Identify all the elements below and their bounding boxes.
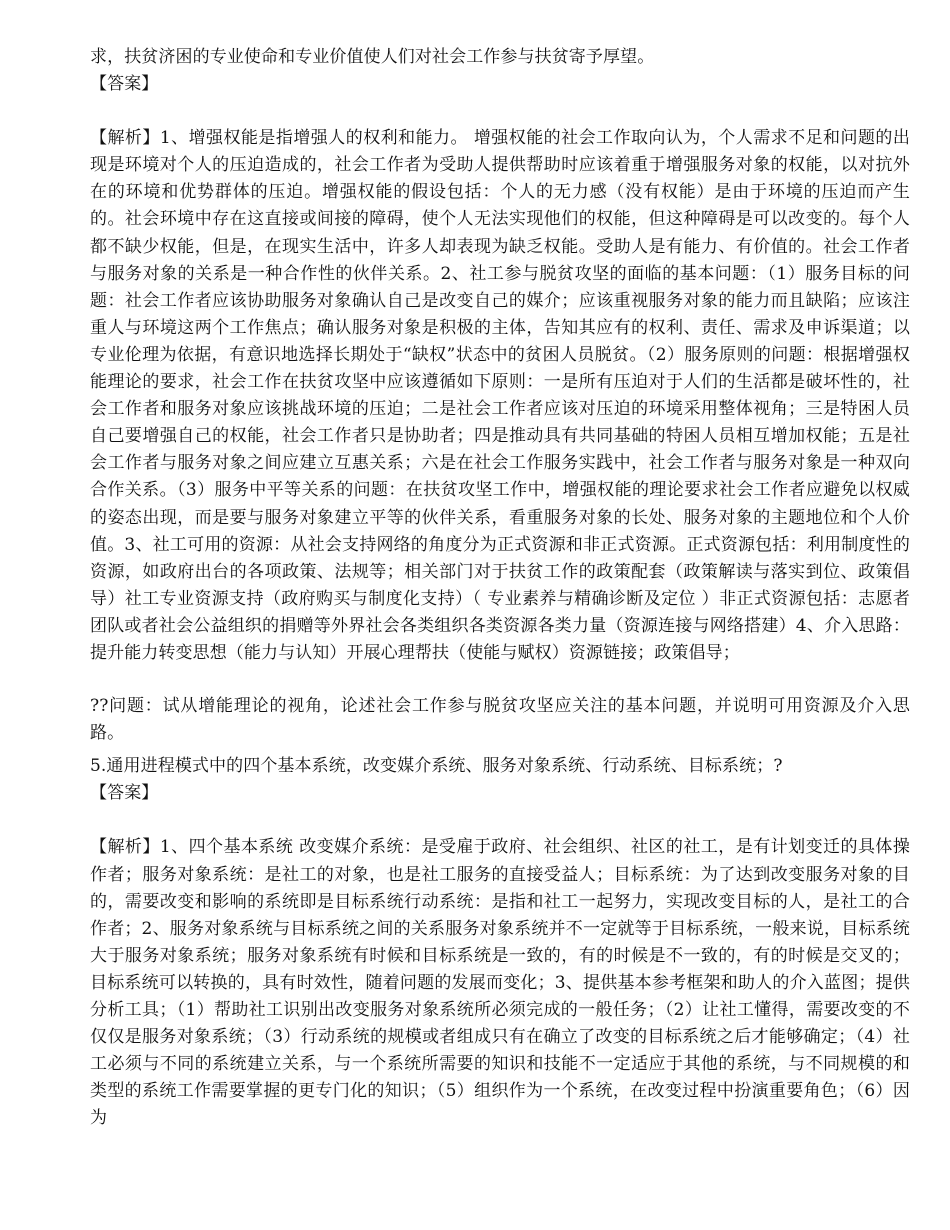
document-page bbox=[90, 44, 910, 1132]
question-heading: 5.通用进程模式中的四个基本系统，改变媒介系统、服务对象系统、行动系统、目标系统；? bbox=[90, 756, 783, 777]
spacer bbox=[90, 98, 910, 125]
lead-paragraph: 求，扶贫济困的专业使命和专业价值使人们对社会工作参与扶贫寄予厚望。 bbox=[90, 47, 655, 67]
answer-label: 【答案】 bbox=[90, 783, 159, 804]
question-paragraph: ??问题：试从增能理论的视角，论述社会工作参与脱贫攻坚应关注的基本问题，并说明可用资源及介入思路。 bbox=[90, 696, 910, 744]
analysis-paragraph: 【解析】1、增强权能是指增强人的权利和能力。 增强权能的社会工作取向认为，个人需求不足和问题的出现是环境对个人的压迫造成的，社会工作者为受助人提供帮助时应该着重于增强服务对象的权能，以对抗外在的环境和优势群体的压迫。增强权能的假设包括：个人的无力感（没有权能）是由于环境的压迫而产生的。社会环境中存在这直接或间接的障碍，使个人无法实现他们的权能，但这种障碍是可以改变的。每个人都不缺少权能，但是，在现实生活中，许多人却表现为缺乏权能。受助人是有能力、有价值的。社会工作者与服务对象的关系是一种合作性的伙伴关系。2、社工参与脱贫攻坚的面临的基本问题：（1）服务目标的问题：社会工作者应该协助服务对象确认自己是改变自己的媒介；应该重视服务对象的能力而且缺陷；应该注重人与环境这两个工作焦点；确认服务对象是积极的主体，告知其应有的权利、责任、需求及申诉渠道；以专业伦理为依据，有意识地选择长期处于“缺权”状态中的贫困人员脱贫。（2）服务原则的问题：根据增强权能理论的要求，社会工作在扶贫攻坚中应该遵循如下原则：一是所有压迫对于人们的生活都是破坏性的，社会工作者和服务对象应该挑战环境的压迫；二是社会工作者应该对压迫的环境采用整体视角；三是特困人员自己要增强自己的权能，社会工作者只是协助者；四是推动具有共同基础的特困人员相互增加权能；五是社会工作者与服务对象之间应建立互惠关系；六是在社会工作服务实践中，社会工作者与服务对象是一种双向合作关系。（3）服务中平等关系的问题：在扶贫攻坚工作中，增强权能的理论要求社会工作者应避免以权威的姿态出现，而是要与服务对象建立平等的伙伴关系，看重服务对象的长处、服务对象的主题地位和个人价值。3、社工可用的资源：从社会支持网络的角度分为正式资源和非正式资源。正式资源包括：利用制度性的资源，如政府出台的各项政策、法规等；相关部门对于扶贫工作的政策配套（政策解读与落实到位、政策倡导）社工专业资源支持（政府购买与制度化支持）（ 专业素养与精确诊断及定位 ）非正式资源包括：志愿者团队或者社会公益组织的捐赠等外界社会各类组织各类资源各类力量（资源连接与网络搭建）4、介入思路：提升能力转变思想（能力与认知）开展心理帮扶（使能与赋权）资源链接；政策倡导； bbox=[90, 128, 910, 663]
answer-label: 【答案】 bbox=[90, 74, 159, 95]
spacer bbox=[90, 807, 910, 834]
analysis-paragraph: 【解析】1、四个基本系统 改变媒介系统：是受雇于政府、社会组织、社区的社工，是有计划变迁的具体操作者；服务对象系统：是社工的对象，也是社工服务的直接受益人；目标系统：为了达到改变服务对象的目的，需要改变和影响的系统即是目标系统行动系统：是指和社工一起努力，实现改变目标的人，是社工的合作者；2、服务对象系统与目标系统之间的关系服务对象系统并不一定就等于目标系统，一般来说，目标系统大于服务对象系统；服务对象系统有时候和目标系统是一致的，有的时候是不一致的，有的时候是交叉的；目标系统可以转换的，具有时效性，随着问题的发展而变化；3、提供基本参考框架和助人的介入蓝图；提供分析工具；（1）帮助社工识别出改变服务对象系统所必须完成的一般任务；（2）让社工懂得，需要改变的不仅仅是服务对象系统；（3）行动系统的规模或者组成只有在确立了改变的目标系统之后才能够确定；（4）社工必须与不同的系统建立关系，与一个系统所需要的知识和技能不一定适应于其他的系统，与不同规模的和类型的系统工作需要掌握的更专门化的知识；（5）组织作为一个系统，在改变过程中扮演重要角色；（6）因为 bbox=[90, 837, 910, 1129]
spacer bbox=[90, 667, 910, 693]
